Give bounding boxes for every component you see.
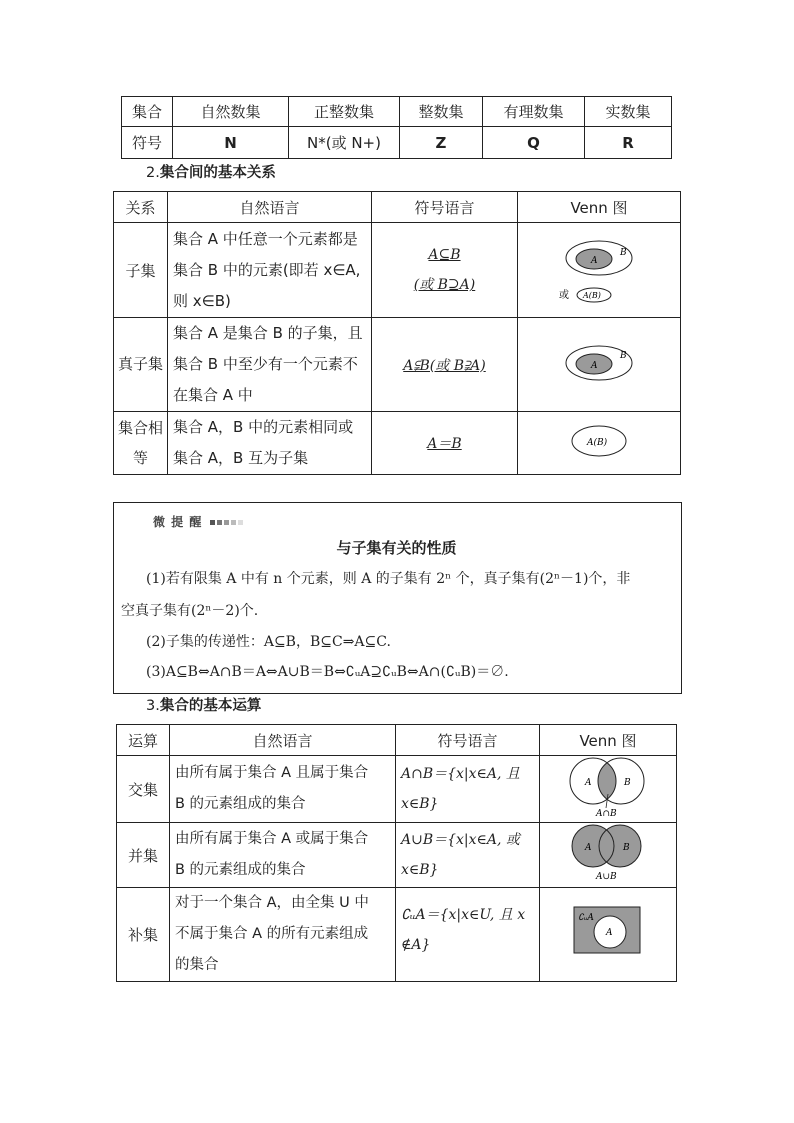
decor-square-icon <box>224 520 229 525</box>
table-cell <box>168 318 372 412</box>
section-number: 2. <box>146 165 160 181</box>
union-label: A∪B <box>596 872 617 882</box>
text-line: 则 x∈B) <box>173 291 231 310</box>
text-line: 不属于集合 A 的所有元素组成 <box>175 926 369 942</box>
table-cell: 有理数集 <box>483 97 585 127</box>
table-cell: 交集 <box>117 756 170 823</box>
venn-label-b: B <box>620 350 627 361</box>
venn-label-a: A <box>591 256 598 266</box>
tip-heading: 与子集有关的性质 <box>336 539 457 557</box>
table-header: 自然语言 <box>170 725 396 756</box>
symbol-line: A⫋B(或 B⫌A) <box>403 357 486 374</box>
venn-cell <box>518 318 681 412</box>
table-cell: 集合 <box>122 97 173 127</box>
venn-cell <box>540 823 677 888</box>
table-cell: 正整数集 <box>289 97 400 127</box>
venn-label-ab: A(B) <box>587 438 608 448</box>
symbol-line: (或 B⊇A) <box>413 277 476 293</box>
table-cell <box>396 888 540 982</box>
number-sets-table <box>121 96 672 159</box>
text-line: 的集合 <box>175 957 219 973</box>
table-cell: N*(或 N+) <box>289 127 400 159</box>
text-line: 集合 A，B 中的元素相同或 <box>173 418 354 436</box>
table-cell: 符号 <box>122 127 173 159</box>
venn-label-ab: A(B) <box>583 291 601 300</box>
tip-line: (1)若有限集 A 中有 n 个元素，则 A 的子集有 2ⁿ 个，真子集有(2ⁿ－1)个，非 <box>146 571 631 587</box>
decor-square-icon <box>231 520 236 525</box>
text-line: 集合 A 中任意一个元素都是 <box>173 229 358 248</box>
tip-label-text: 微 提 醒 <box>153 515 203 529</box>
text-line: 集合 B 中至少有一个元素不 <box>173 355 358 373</box>
table-cell <box>170 823 396 888</box>
tip-line: (3)A⊆B⇔A∩B＝A⇔A∪B＝B⇔∁ᵤA⊇∁ᵤB⇔A∩(∁ᵤB)＝∅. <box>146 664 509 680</box>
table-cell <box>168 412 372 475</box>
tip-line: 空真子集有(2ⁿ－2)个. <box>121 603 259 619</box>
table-header: 符号语言 <box>396 725 540 756</box>
section-number: 3. <box>146 698 160 714</box>
table-header: 符号语言 <box>372 192 518 223</box>
complement-venn-diagram <box>540 903 676 963</box>
table-cell: 集合相等 <box>114 412 168 475</box>
table-cell <box>170 756 396 823</box>
table-cell: Z <box>400 127 483 159</box>
section-title: 集合间的基本关系 <box>159 165 276 181</box>
symbol-line: x∈B} <box>401 862 439 878</box>
table-cell <box>170 888 396 982</box>
table-cell <box>396 756 540 823</box>
section-title: 集合的基本运算 <box>159 698 262 714</box>
text-line: 集合 A，B 互为子集 <box>173 449 309 467</box>
tip-label <box>153 513 243 530</box>
table-cell <box>372 223 518 318</box>
table-cell <box>372 318 518 412</box>
table-cell <box>396 823 540 888</box>
symbol-line: x∈B} <box>401 796 439 812</box>
symbol-line: A＝B <box>427 436 462 452</box>
venn-cell <box>540 756 677 823</box>
decor-square-icon <box>210 520 215 525</box>
table-cell <box>168 223 372 318</box>
symbol-line: A∪B＝{x|x∈A, 或 <box>401 832 520 848</box>
table-cell: 整数集 <box>400 97 483 127</box>
text-line: 对于一个集合 A，由全集 U 中 <box>175 895 369 911</box>
subset-venn-diagram <box>519 223 679 313</box>
venn-cell <box>518 223 681 318</box>
venn-cell <box>518 412 681 475</box>
venn-label-a: A <box>585 843 592 853</box>
venn-label-b: B <box>624 778 631 788</box>
table-cell: 并集 <box>117 823 170 888</box>
table-header: 自然语言 <box>168 192 372 223</box>
symbol-line: A∩B＝{x|x∈A, 且 <box>401 766 520 782</box>
table-cell: N <box>173 127 289 159</box>
or-label: 或 <box>559 290 569 301</box>
section-heading <box>146 161 276 182</box>
intersection-venn-diagram <box>540 756 676 818</box>
decor-square-icon <box>217 520 222 525</box>
table-cell: 真子集 <box>114 318 168 412</box>
text-line: B 的元素组成的集合 <box>175 796 306 812</box>
proper-subset-venn-diagram <box>519 328 679 398</box>
text-line: 由所有属于集合 A 且属于集合 <box>175 765 369 781</box>
table-header: 运算 <box>117 725 170 756</box>
symbol-line: A⊆B <box>428 247 461 263</box>
text-line: 在集合 A 中 <box>173 386 253 404</box>
venn-label-a: A <box>606 927 613 938</box>
table-cell <box>372 412 518 475</box>
decor-square-icon <box>238 520 243 525</box>
complement-label: ∁ᵤA <box>578 912 594 923</box>
venn-label-b: B <box>620 248 627 258</box>
text-line: B 的元素组成的集合 <box>175 862 306 878</box>
union-venn-diagram <box>540 823 676 883</box>
venn-label-a: A <box>585 778 592 788</box>
table-cell: 实数集 <box>585 97 672 127</box>
table-cell: R <box>585 127 672 159</box>
table-cell: Q <box>483 127 585 159</box>
equal-sets-venn-diagram <box>519 416 679 466</box>
symbol-line: ∉A} <box>401 937 431 953</box>
set-relations-table <box>113 191 681 475</box>
tip-line: (2)子集的传递性：A⊆B，B⊆C⇒A⊆C. <box>146 634 391 650</box>
symbol-line: ∁ᵤA＝{x|x∈U, 且 x <box>401 907 526 923</box>
venn-cell <box>540 888 677 982</box>
section-heading <box>146 694 261 715</box>
table-cell: 子集 <box>114 223 168 318</box>
table-cell: 补集 <box>117 888 170 982</box>
text-line: 由所有属于集合 A 或属于集合 <box>175 831 369 847</box>
venn-label-a: A <box>591 360 598 371</box>
venn-label-b: B <box>623 843 630 853</box>
text-line: 集合 B 中的元素(即若 x∈A, <box>173 260 361 279</box>
table-cell: 自然数集 <box>173 97 289 127</box>
table-header: 关系 <box>114 192 168 223</box>
table-header: Venn 图 <box>540 725 677 756</box>
text-line: 集合 A 是集合 B 的子集，且 <box>173 324 363 342</box>
set-operations-table <box>116 724 677 982</box>
table-header: Venn 图 <box>518 192 681 223</box>
intersection-label: A∩B <box>596 809 617 818</box>
